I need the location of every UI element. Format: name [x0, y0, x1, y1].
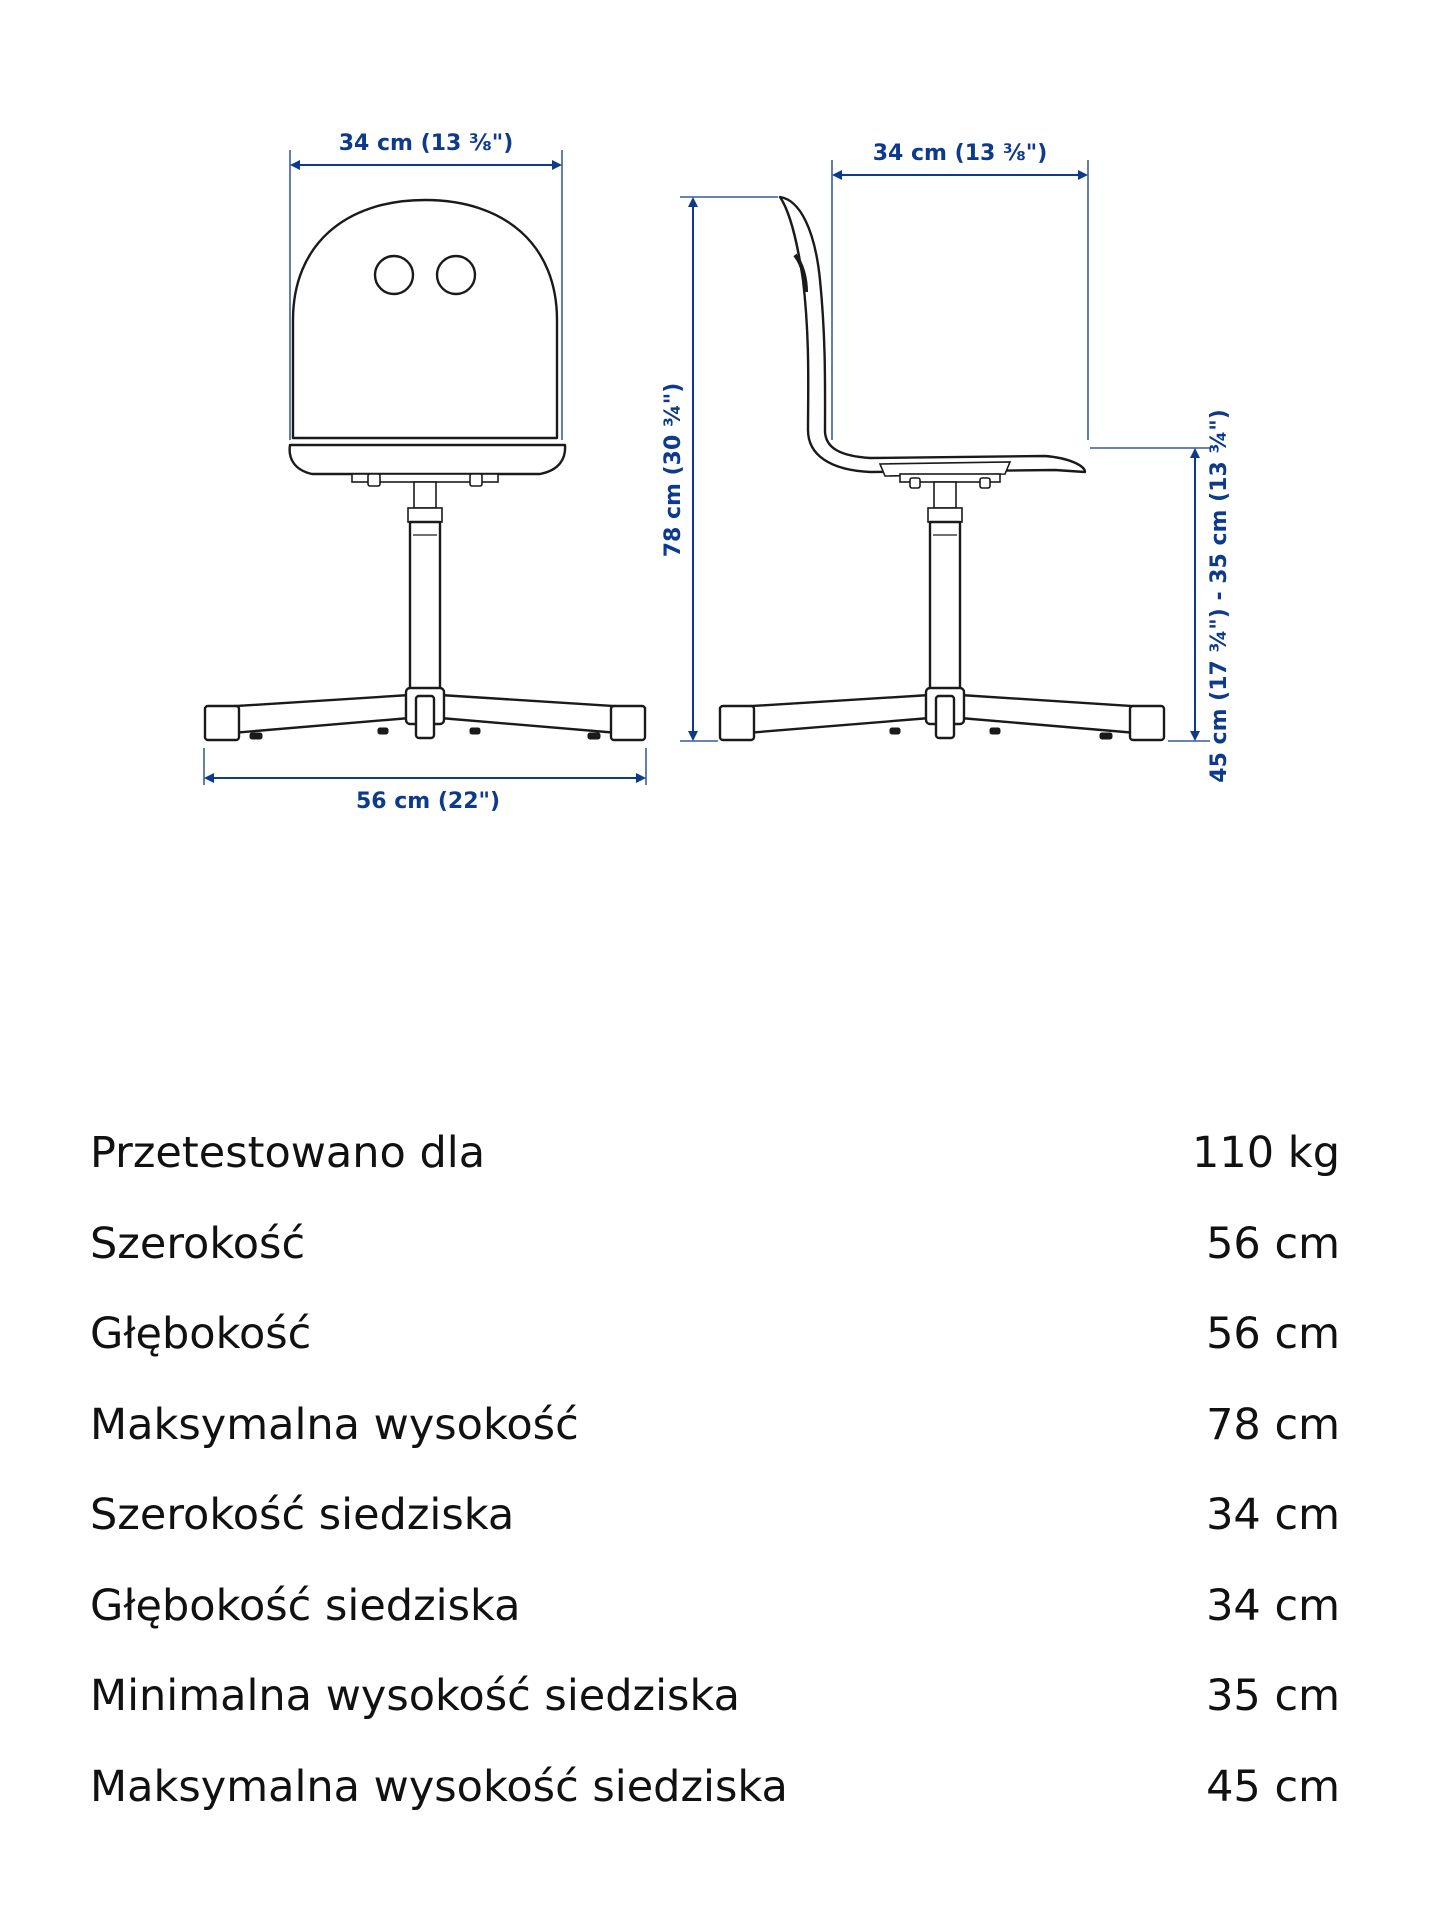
- front-view-chair: [205, 200, 645, 740]
- spec-row: [90, 1289, 1340, 1380]
- spec-row: [90, 1561, 1340, 1652]
- spec-row: [90, 1742, 1340, 1833]
- spec-label: Głębokość siedziska: [90, 1580, 521, 1631]
- spec-value: 35 cm: [1206, 1671, 1340, 1722]
- spec-row: [90, 1470, 1340, 1561]
- spec-value: 45 cm: [1206, 1761, 1340, 1812]
- spec-value: 34 cm: [1206, 1490, 1340, 1541]
- spec-value: 78 cm: [1206, 1399, 1340, 1450]
- side-seat-height-label: 45 cm (17 ¾") - 35 cm (13 ¾"): [1207, 409, 1232, 783]
- spec-label: Minimalna wysokość siedziska: [90, 1671, 740, 1722]
- spec-label: Przetestowano dla: [90, 1128, 486, 1179]
- spec-label: Maksymalna wysokość: [90, 1399, 579, 1450]
- spec-label: Szerokość: [90, 1218, 306, 1269]
- side-seat-depth-label: 34 cm (13 ⅜"): [872, 141, 1048, 166]
- front-seat-width-label: 34 cm (13 ⅜"): [338, 131, 514, 156]
- spec-row: [90, 1108, 1340, 1199]
- spec-label: Szerokość siedziska: [90, 1490, 515, 1541]
- front-base-width-dimension: [204, 748, 646, 814]
- spec-row: [90, 1199, 1340, 1290]
- spec-label: Maksymalna wysokość siedziska: [90, 1761, 788, 1812]
- spec-value: 34 cm: [1206, 1580, 1340, 1631]
- spec-row: [90, 1651, 1340, 1742]
- spec-row: [90, 1380, 1340, 1471]
- side-total-height-label: 78 cm (30 ¾"): [661, 382, 686, 558]
- spec-label: Głębokość: [90, 1309, 312, 1360]
- side-view-chair: [720, 197, 1164, 740]
- side-total-height-dimension: [661, 197, 778, 741]
- chair-dimension-diagram: [0, 0, 1440, 900]
- front-base-width-label: 56 cm (22"): [355, 789, 501, 814]
- spec-value: 56 cm: [1206, 1218, 1340, 1269]
- spec-value: 110 kg: [1192, 1128, 1340, 1179]
- spec-table: [90, 1108, 1340, 1832]
- side-seat-depth-dimension: [832, 141, 1088, 440]
- spec-value: 56 cm: [1206, 1309, 1340, 1360]
